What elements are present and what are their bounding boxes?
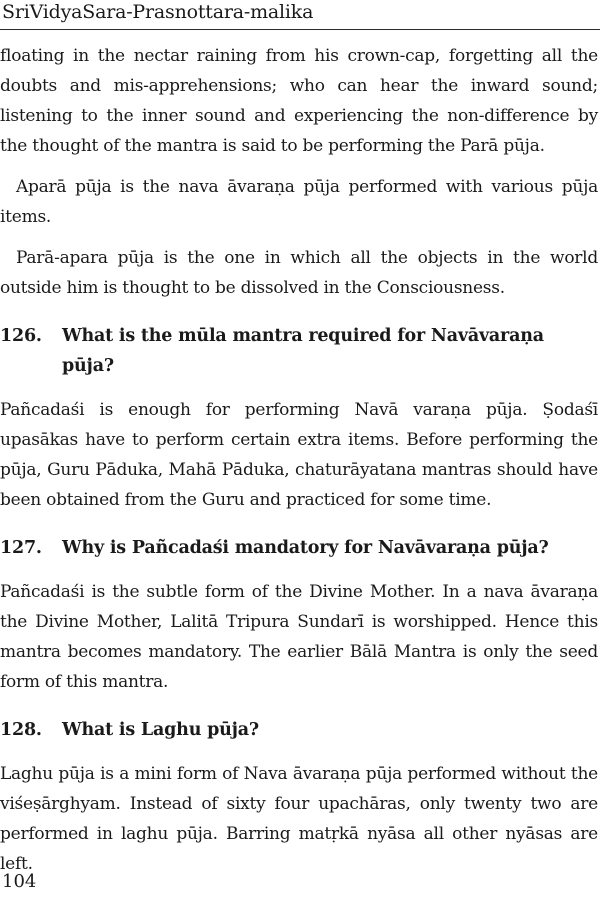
paragraph-continuation: floating in the nectar raining from his crown-cap, forgetting all the doubts and mis-apprehensions; who can hear the inward sound; listening to the inner sound and experiencing the non-difference by the thought of the mantra is said to be performing the Parā pūja. — [0, 46, 598, 156]
page-number: 104 — [2, 871, 37, 892]
question-number: 127. — [0, 538, 42, 558]
answer-126: Pañcadaśi is enough for performing Navā varaṇa pūja. Ṣodaśī upasākas have to perform certain extra items. Before performing the pūja, Guru Pāduka, Mahā Pāduka, chaturāyatana mantras should have been obtained from the Guru and practiced for some time. — [0, 400, 598, 510]
question-127 — [0, 533, 598, 563]
answer-127: Pañcadaśi is the subtle form of the Divine Mother. In a nava āvaraṇa the Divine Mother, Lalitā Tripura Sundarī is worshipped. Hence this mantra becomes mandatory. The earlier Bālā Mantra is only the seed form of this mantra. — [0, 582, 598, 692]
paragraph-para-apara-puja: Parā-apara pūja is the one in which all the objects in the world outside him is thought to be dissolved in the Consciousness. — [0, 248, 598, 298]
question-text: What is Laghu pūja? — [62, 720, 259, 740]
question-text: What is the mūla mantra required for Navāvaraṇa pūja? — [62, 326, 544, 376]
question-128 — [0, 715, 598, 745]
question-number: 126. — [0, 326, 42, 346]
page-content — [0, 41, 598, 879]
question-text: Why is Pañcadaśi mandatory for Navāvaraṇa pūja? — [62, 538, 549, 558]
question-126 — [0, 321, 598, 381]
header-rule — [0, 29, 600, 30]
running-header: SriVidyaSara-Prasnottara-malika — [2, 1, 314, 23]
answer-128: Laghu pūja is a mini form of Nava āvaraṇa pūja performed without the viśeṣārghyam. Instead of sixty four upachāras, only twenty two are performed in laghu pūja. Barring matṛkā nyāsa all other nyāsas are left. — [0, 764, 598, 874]
paragraph-apara-puja: Aparā pūja is the nava āvaraṇa pūja performed with various pūja items. — [0, 177, 598, 227]
question-number: 128. — [0, 720, 42, 740]
